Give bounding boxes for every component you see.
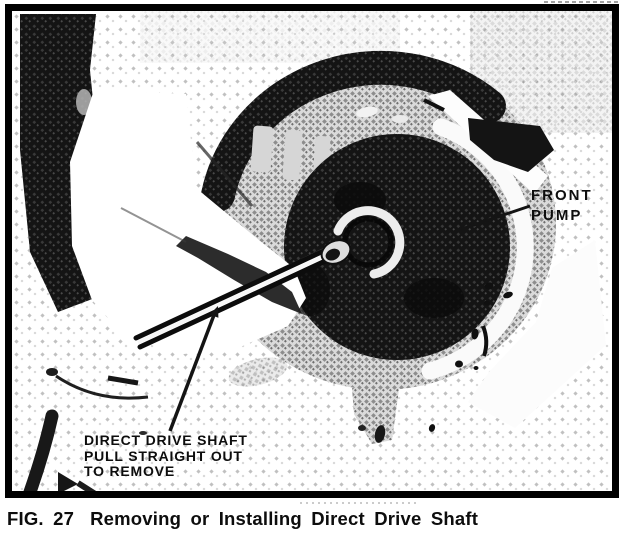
callout-direct-drive-shaft: DIRECT DRIVE SHAFT PULL STRAIGHT OUT TO REMOVE <box>84 432 248 479</box>
pump-shadow-blotch-2 <box>404 278 464 318</box>
figure-number: FIG. 27 <box>7 508 75 529</box>
callout-front-pump: FRONT PUMP <box>531 187 593 224</box>
figure-title: Removing or Installing Direct Drive Shaft <box>90 508 479 529</box>
figure-caption <box>7 508 478 530</box>
housing-glint-2 <box>392 115 408 123</box>
tail-shadow-2 <box>358 425 366 431</box>
